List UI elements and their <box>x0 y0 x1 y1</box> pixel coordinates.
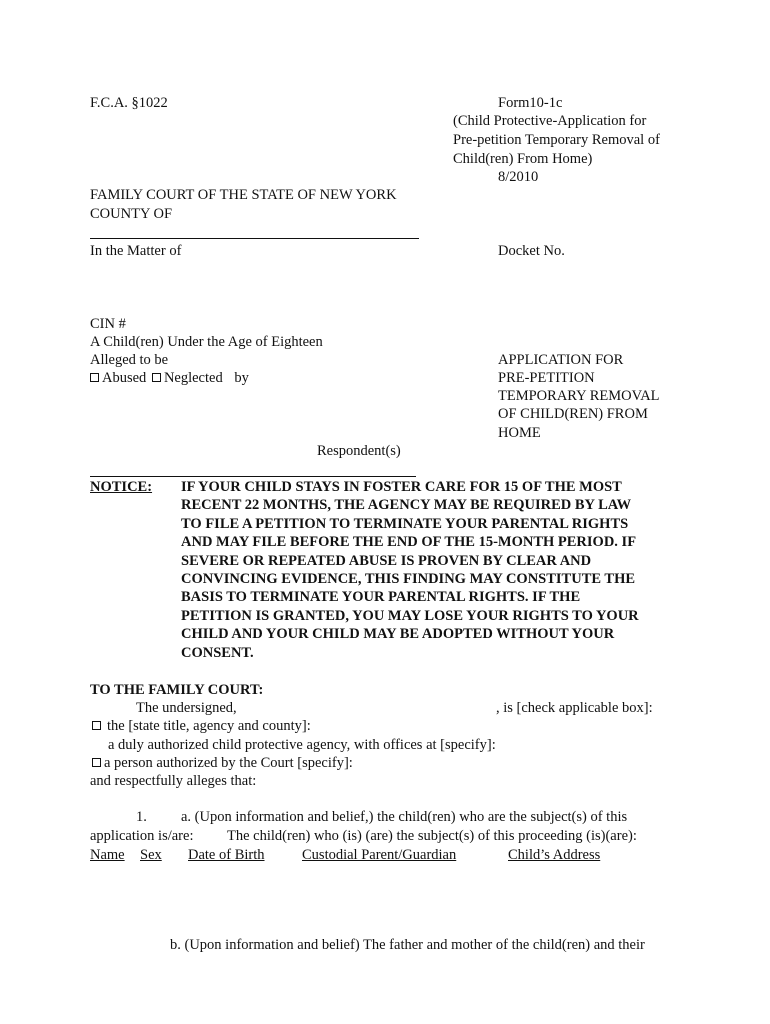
state-agency-label: the [state title, agency and county]: <box>107 718 311 734</box>
column-header-address: Child’s Address <box>508 847 601 863</box>
check-applicable-label: , is [check applicable box]: <box>496 700 653 716</box>
court-person-label: a person authorized by the Court [specify]: <box>104 755 353 771</box>
paragraph-1a-text-cont: application is/are: <box>90 828 194 844</box>
abused-checkbox[interactable] <box>90 373 99 382</box>
notice-line: BASIS TO TERMINATE YOUR PARENTAL RIGHTS. IF THE <box>181 589 581 606</box>
state-agency-checkbox[interactable] <box>92 721 101 730</box>
undersigned-label: The undersigned, <box>136 700 237 716</box>
notice-line: PETITION IS GRANTED, YOU MAY LOSE YOUR RIGHTS TO YOUR <box>181 607 639 624</box>
application-title-line: APPLICATION FOR <box>498 352 624 368</box>
caption-bottom-rule <box>90 476 416 477</box>
paragraph-1b-text: b. (Upon information and belief) The father and mother of the child(ren) and their <box>170 937 645 953</box>
notice-line: CONSENT. <box>181 644 254 661</box>
caption-top-rule <box>90 238 419 239</box>
neglected-label: Neglected <box>163 370 223 386</box>
statute-reference: F.C.A. §1022 <box>90 95 168 111</box>
application-title-line: TEMPORARY REMOVAL <box>498 388 660 404</box>
notice-label: NOTICE: <box>90 479 153 495</box>
notice-line: AND MAY FILE BEFORE THE END OF THE 15-MONTH PERIOD. IF <box>181 534 637 551</box>
application-title-line: OF CHILD(REN) FROM <box>498 406 648 422</box>
alleged-label: Alleged to be <box>90 352 169 368</box>
notice-line: RECENT 22 MONTHS, THE AGENCY MAY BE REQUIRED BY LAW <box>181 497 632 514</box>
abused-label: Abused <box>102 370 147 386</box>
form-description-line: Child(ren) From Home) <box>453 151 593 167</box>
court-name: FAMILY COURT OF THE STATE OF NEW YORK <box>90 187 397 203</box>
application-title-line: PRE-PETITION <box>498 370 595 386</box>
option-court-person <box>92 754 353 772</box>
paragraph-number: 1. <box>136 809 147 825</box>
child-age-line: A Child(ren) Under the Age of Eighteen <box>90 334 323 350</box>
form-number: Form10-1c <box>498 95 563 111</box>
column-header-name: Name <box>90 847 125 863</box>
column-header-custodian: Custodial Parent/Guardian <box>302 847 457 863</box>
respondents-label: Respondent(s) <box>317 443 401 459</box>
court-person-checkbox[interactable] <box>92 758 101 767</box>
notice-line: IF YOUR CHILD STAYS IN FOSTER CARE FOR 15 OF THE MOST <box>181 479 622 495</box>
paragraph-1a-text-cont: The child(ren) who (is) (are) the subject(s) of this proceeding (is)(are): <box>227 828 637 844</box>
neglected-checkbox[interactable] <box>152 373 161 382</box>
notice-line: CHILD AND YOUR CHILD MAY BE ADOPTED WITHOUT YOUR <box>181 626 615 643</box>
notice-text <box>181 478 681 662</box>
docket-label: Docket No. <box>498 243 565 259</box>
paragraph-1a-text: a. (Upon information and belief,) the child(ren) who are the subject(s) of this <box>181 809 628 825</box>
form-date: 8/2010 <box>498 169 539 185</box>
cin-label: CIN # <box>90 316 126 332</box>
abuse-neglect-options <box>90 369 249 387</box>
column-header-sex: Sex <box>140 847 162 863</box>
alleges-line: and respectfully alleges that: <box>90 773 257 789</box>
agency-offices-line: a duly authorized child protective agency, with offices at [specify]: <box>108 737 496 753</box>
matter-label: In the Matter of <box>90 243 182 259</box>
county-label: COUNTY OF <box>90 206 173 222</box>
application-title-line: HOME <box>498 425 541 441</box>
notice-line: CONVINCING EVIDENCE, THIS FINDING MAY CONSTITUTE THE <box>181 571 636 588</box>
form-description-line: (Child Protective-Application for <box>453 113 647 129</box>
column-header-dob: Date of Birth <box>188 847 265 863</box>
notice-line: SEVERE OR REPEATED ABUSE IS PROVEN BY CLEAR AND <box>181 552 592 569</box>
option-state-agency <box>92 717 311 735</box>
form-description-line: Pre-petition Temporary Removal of <box>453 132 660 148</box>
by-label: by <box>234 370 249 386</box>
notice-line: TO FILE A PETITION TO TERMINATE YOUR PARENTAL RIGHTS <box>181 515 629 532</box>
to-court-heading: TO THE FAMILY COURT: <box>90 682 264 698</box>
